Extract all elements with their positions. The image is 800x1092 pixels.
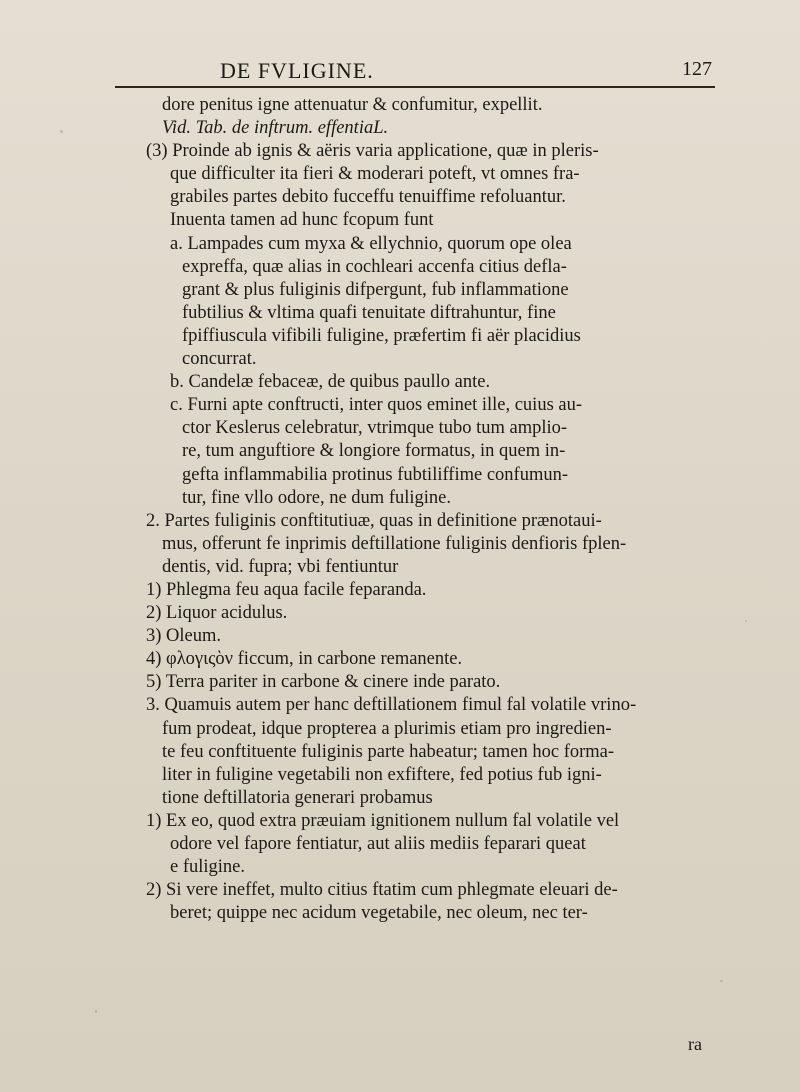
text-line: concurrat. [182,349,257,370]
text-line: c. Furni apte conftructi, inter quos eminet ille, cuius au- [170,395,583,416]
text-line: te feu conftituente fuliginis parte habeatur; tamen hoc forma- [162,741,615,762]
text-line: tur, fine vllo odore, ne dum fuligine. [182,487,451,508]
running-header [140,58,712,84]
text-line: que difficulter ita fieri & moderari poteft, vt omnes fra- [170,164,580,185]
text-line: b. Candelæ febaceæ, de quibus paullo ante. [170,372,491,393]
text-line: a. Lampades cum myxa & ellychnio, quorum ope olea [170,233,572,254]
text-line: 4) φλογιςὸν ficcum, in carbone remanente. [146,649,463,670]
text-line: gefta inflammabilia protinus fubtiliffime confumun- [182,464,569,485]
page-number: 127 [682,58,712,80]
text-line: 3) Oleum. [146,626,222,647]
header-title: DE FVLIGINE. [220,58,374,83]
paper-speck [95,1010,97,1013]
text-line: ctor Keslerus celebratur, vtrimque tubo tum amplio- [182,418,568,439]
text-line: 3. Quamuis autem per hanc deftillationem fimul fal volatile vrino- [146,695,637,716]
body-text [140,94,740,925]
text-line: fpiffiuscula vifibili fuligine, præfertim fi aër placidius [182,325,581,346]
paper-speck [60,130,63,133]
text-line: 1) Ex eo, quod extra præuiam ignitionem nullum fal volatile vel [146,810,620,831]
text-line: fubtilius & vltima quafi tenuitate diftrahuntur, fine [182,302,556,323]
text-line: fum prodeat, idque propterea a plurimis etiam pro ingredien- [162,718,612,739]
text-line: expreffa, quæ alias in cochleari accenfa citius defla- [182,256,567,277]
text-line: grabiles partes debito fucceffu tenuiffime refoluantur. [170,187,566,208]
text-line: (3) Proinde ab ignis & aëris varia applicatione, quæ in pleris- [146,141,599,162]
text-line: Inuenta tamen ad hunc fcopum funt [170,210,434,231]
text-line: 2) Si vere ineffet, multo citius ftatim cum phlegmate eleuari de- [146,880,618,901]
text-line: tione deftillatoria generari probamus [162,787,433,808]
text-line: 1) Phlegma feu aqua facile feparanda. [146,579,427,600]
text-line: re, tum anguftiore & longiore formatus, in quem in- [182,441,566,462]
text-line: odore vel fapore fentiatur, aut aliis mediis feparari queat [170,834,586,854]
catchword: ra [688,1034,702,1054]
text-line: 2. Partes fuliginis conftitutiuæ, quas in definitione prænotaui- [146,510,602,531]
text-line: e fuligine. [170,857,246,878]
text-line: Vid. Tab. de inftrum. effentiaL. [162,118,389,139]
text-line: liter in fuligine vegetabili non exfiftere, fed potius fub igni- [162,764,602,785]
text-line: grant & plus fuliginis difpergunt, fub inflammatione [182,279,569,300]
header-rule [115,86,715,88]
text-line: dentis, vid. fupra; vbi fentiuntur [162,556,399,577]
text-line: 2) Liquor acidulus. [146,603,288,624]
text-line: beret; quippe nec acidum vegetabile, nec oleum, nec ter- [170,903,588,924]
paper-speck [745,620,747,622]
text-line: mus, offerunt fe inprimis deftillatione fuliginis denfioris fplen- [162,533,627,554]
text-line: 5) Terra pariter in carbone & cinere inde parato. [146,672,501,693]
text-line: dore penitus igne attenuatur & confumitur, expellit. [162,95,543,115]
paper-speck [720,980,723,982]
